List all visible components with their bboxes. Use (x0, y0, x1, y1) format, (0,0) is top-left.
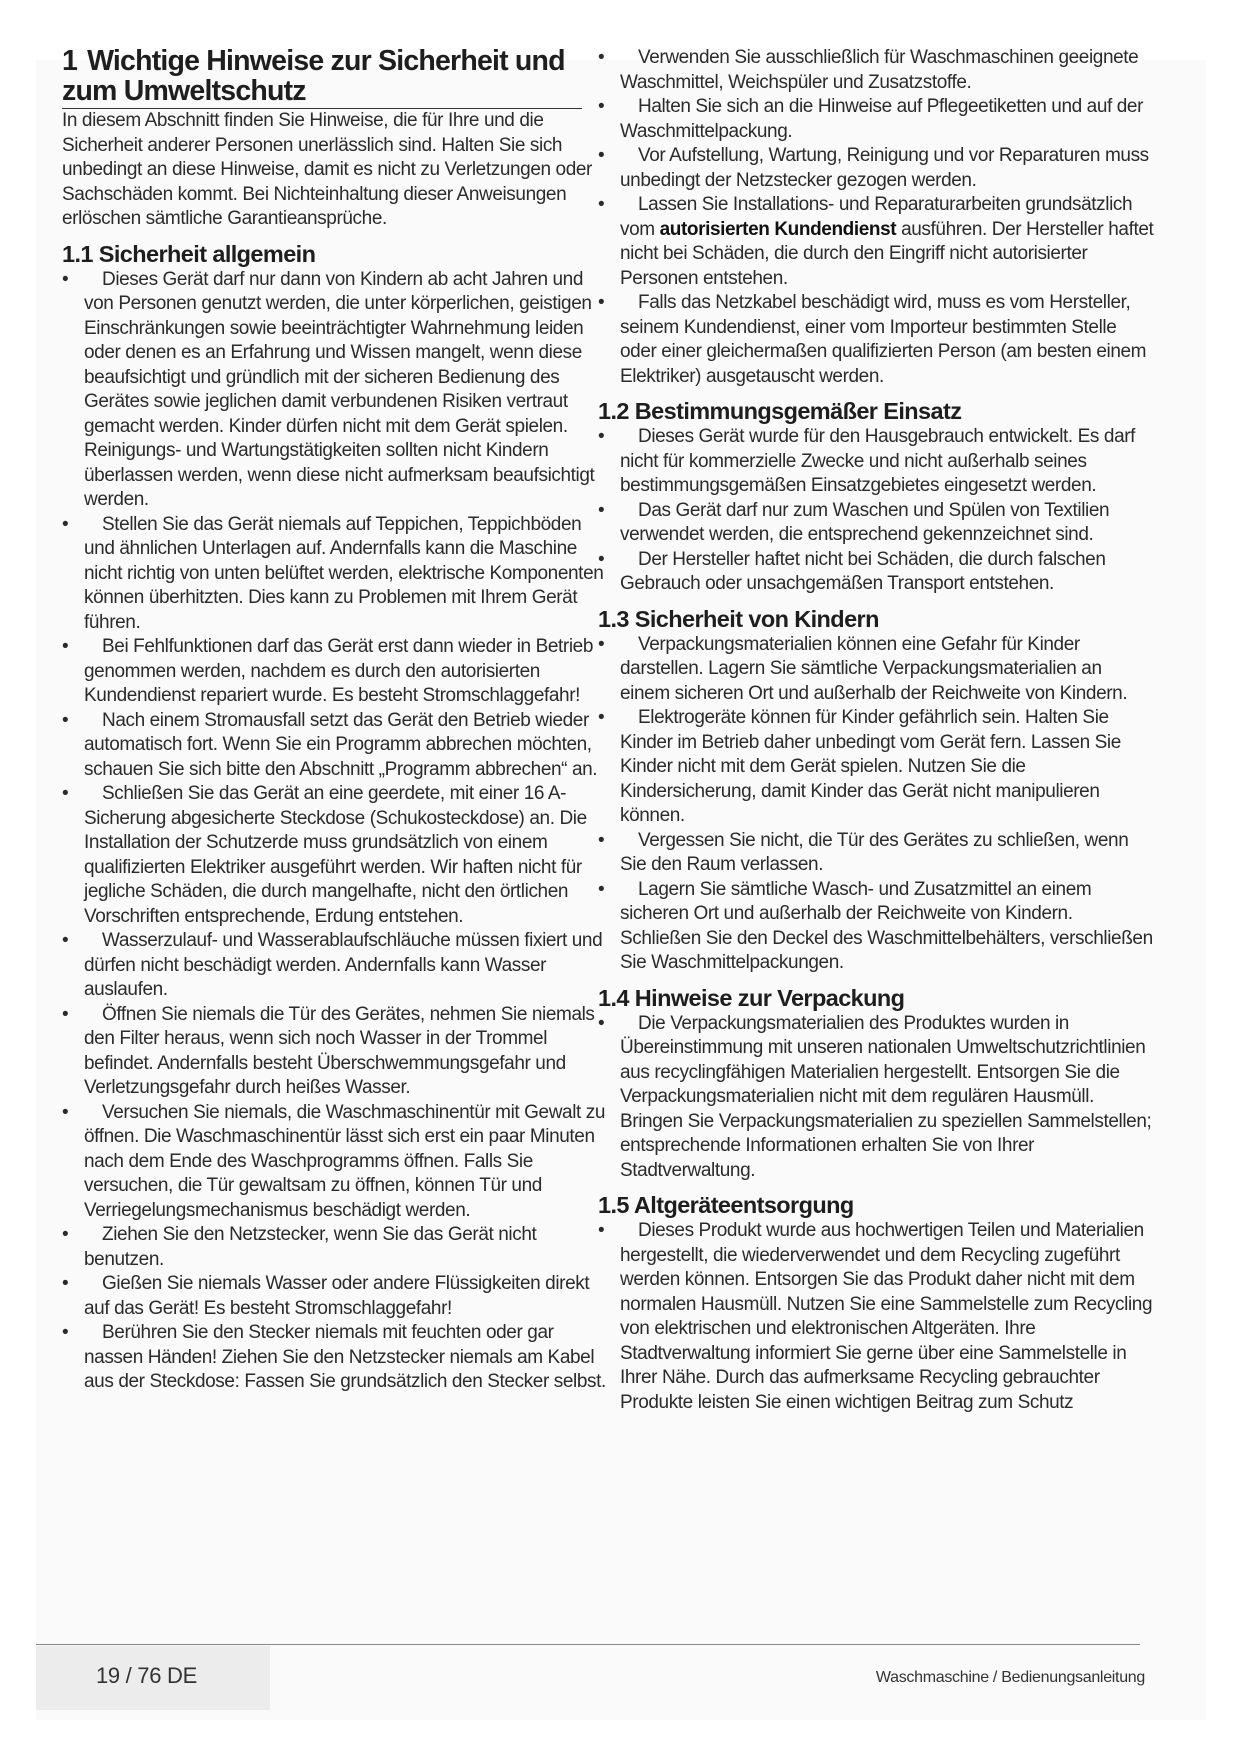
list-item: • Versuchen Sie niemals, die Waschmaschinentür mit Gewalt zu öffnen. Die Waschmaschinentür lässt sich erst ein paar Minuten nach dem Ende des Waschprogramms öffnen. Falls Sie versuchen, die Tür gewaltsam zu öffnen, können Tür und Verriegelungsmechanismus beschädigt werden. (62, 1101, 606, 1221)
subsection-title-1-3: 1.3 Sicherheit von Kindern (598, 605, 879, 632)
bullet-icon: • (62, 1273, 69, 1294)
bullet-icon: • (598, 499, 605, 521)
list-item: • Lassen Sie Installations- und Reparaturarbeiten grundsätzlich vom autorisierten Kundendienst ausführen. Der Hersteller haftet nicht bei Schäden, die durch den Eingriff nicht autorisierter Personen entstehen. (598, 194, 1154, 289)
list-item: • Öffnen Sie niemals die Tür des Gerätes, nehmen Sie niemals den Filter heraus, wenn sich noch Wasser in der Trommel befindet. Andernfalls besteht Überschwemmungsgefahr und Verletzungsgefahr durch heißes Wasser. (62, 1003, 595, 1098)
bullet-icon: • (62, 783, 69, 804)
list-1-5 (598, 1219, 1154, 1415)
list-1-4 (598, 1012, 1154, 1184)
list-1-2 (598, 425, 1154, 597)
list-item: • Falls das Netzkabel beschädigt wird, muss es vom Hersteller, seinem Kundendienst, einer vom Importeur bestimmten Stelle oder einer gleichermaßen qualifizierten Person (am besten einem Elektriker) ausgetauscht werden. (598, 292, 1147, 387)
bullet-icon: • (62, 1101, 69, 1123)
list-item: • Das Gerät darf nur zum Waschen und Spülen von Textilien verwendet werden, die entsprechend gekennzeichnet sind. (598, 499, 1110, 545)
bullet-icon: • (598, 426, 605, 447)
list-item: • Nach einem Stromausfall setzt das Gerät den Betrieb wieder automatisch fort. Wenn Sie ein Programm abbrechen möchten, schauen Sie sich bitte den Abschnitt „Programm abbrechen“ an. (62, 709, 598, 780)
bullet-icon: • (598, 1220, 605, 1241)
bullet-icon: • (62, 1003, 69, 1025)
right-column (598, 46, 1154, 1415)
bullet-icon: • (598, 96, 605, 117)
left-column (62, 46, 608, 1395)
bullet-icon: • (598, 1012, 605, 1034)
list-item: • Verwenden Sie ausschließlich für Waschmaschinen geeignete Waschmittel, Weichspüler und Zusatzstoffe. (598, 47, 1139, 93)
bullet-icon: • (598, 633, 605, 655)
document-title: Waschmaschine / Bedienungsanleitung (875, 1669, 1145, 1686)
list-item: • Der Hersteller haftet nicht bei Schäden, die durch falschen Gebrauch oder unsachgemäßen Transport entstehen. (598, 548, 1106, 594)
bullet-icon: • (598, 47, 605, 68)
list-item: • Gießen Sie niemals Wasser oder andere Flüssigkeiten direkt auf das Gerät! Es besteht Stromschlaggefahr! (62, 1273, 590, 1319)
list-item: • Berühren Sie den Stecker niemals mit feuchten oder gar nassen Händen! Ziehen Sie den Netzstecker niemals am Kabel aus der Steckdose: Fassen Sie grundsätzlich den Stecker selbst. (62, 1322, 606, 1392)
list-item: • Lagern Sie sämtliche Wasch- und Zusatzmittel an einem sicheren Ort und außerhalb der Reichweite von Kindern. Schließen Sie den Deckel des Waschmittelbehälters, verschließen Sie Waschmittelpackungen. (598, 878, 1153, 973)
bullet-icon: • (598, 548, 605, 570)
list-item: • Verpackungsmaterialien können eine Gefahr für Kinder darstellen. Lagern Sie sämtliche Verpackungsmaterialien an einem sicheren Ort und außerhalb der Reichweite von Kindern. (598, 633, 1128, 704)
bullet-icon: • (598, 878, 605, 900)
section-intro: In diesem Abschnitt finden Sie Hinweise, die für Ihre und die Sicherheit anderer Personen unerlässlich sind. Halten Sie sich unbedingt an diese Hinweise, damit es nicht zu Verletzungen oder Sachschäden kommt. Bei Nichteinhaltung dieser Anweisungen erlöschen sämtliche Garantieansprüche. (62, 110, 592, 229)
list-item: • Vergessen Sie nicht, die Tür des Gerätes zu schließen, wenn Sie den Raum verlassen. (598, 829, 1129, 875)
page-number: 19 / 76 DE (96, 1663, 197, 1688)
subsection-title-1-2: 1.2 Bestimmungsgemäßer Einsatz (598, 398, 962, 424)
bullet-icon: • (598, 829, 605, 851)
bullet-icon: • (62, 709, 69, 731)
list-item: • Halten Sie sich an die Hinweise auf Pflegeetiketten und auf der Waschmittelpackung. (598, 96, 1144, 142)
list-item: • Bei Fehlfunktionen darf das Gerät erst dann wieder in Betrieb genommen werden, nachdem es durch den autorisierten Kundendienst repariert wurde. Es besteht Stromschlaggefahr! (62, 636, 594, 706)
bullet-icon: • (598, 707, 605, 728)
list-item: • Dieses Gerät darf nur dann von Kindern ab acht Jahren und von Personen genutzt werden, die unter körperlichen, geistigen Einschränkungen sowie beeinträchtigter Wahrnehmung leiden oder denen es an Erfahrung und Wissen mangelt, wenn diese beaufsichtigt und gründlich mit der sicheren Bedienung des Gerätes sowie jeglichen damit verbundenen Risiken vertraut gemacht werden. Kinder dürfen nicht mit dem Gerät spielen. Reinigungs- und Wartungstätigkeiten sollten nicht Kindern überlassen werden, wenn diese nicht aufmerksam beaufsichtigt werden. (62, 268, 595, 510)
section-title-text: Wichtige Hinweise zur Sicherheit und zum Umweltschutz (62, 45, 565, 107)
list-1-3 (598, 633, 1154, 976)
list-item: • Dieses Produkt wurde aus hochwertigen Teilen und Materialien hergestellt, die wiederverwendet und dem Recycling zugeführt werden können. Entsorgen Sie das Produkt daher nicht mit dem normalen Hausmüll. Nutzen Sie eine Sammelstelle zum Recycling von elektrischen und elektronischen Altgeräten. Ihre Stadtverwaltung informiert Sie gerne über eine Sammelstelle in Ihrer Nähe. Durch das aufmerksame Recycling gebrauchter Produkte leisten Sie einen wichtigen Beitrag zum Schutz (598, 1220, 1153, 1413)
list-item: • Elektrogeräte können für Kinder gefährlich sein. Halten Sie Kinder im Betrieb daher unbedingt vom Gerät fern. Lassen Sie Kinder nicht mit dem Gerät spielen. Nutzen Sie die Kindersicherung, damit Kinder das Gerät nicht manipulieren können. (598, 707, 1121, 826)
bullet-icon: • (62, 930, 69, 951)
section-number: 1 (62, 45, 78, 77)
list-item: • Die Verpackungsmaterialien des Produktes wurden in Übereinstimmung mit unseren nationalen Umweltschutzrichtlinien aus recyclingfähigen Materialien hergestellt. Entsorgen Sie die Verpackungsmaterialien nicht mit dem regulären Hausmüll. Bringen Sie Verpackungsmaterialien zu speziellen Sammelstellen; entsprechende Informationen erhalten Sie von Ihrer Stadtverwaltung. (598, 1012, 1152, 1181)
bullet-icon: • (598, 292, 605, 313)
footer-divider (36, 1644, 1140, 1645)
list-item: • Ziehen Sie den Netzstecker, wenn Sie das Gerät nicht benutzen. (62, 1224, 537, 1270)
authorized-service-emphasis: autorisierten Kundendienst (659, 218, 897, 240)
bullet-icon: • (62, 636, 69, 657)
list-item: • Stellen Sie das Gerät niemals auf Teppichen, Teppichböden und ähnlichen Unterlagen auf. Andernfalls kann die Maschine nicht richtig von unten belüftet werden, elektrische Komponenten können überhitzten. Dies kann zu Problemen mit Ihrem Gerät führen. (62, 513, 604, 633)
subsection-title-1-5: 1.5 Altgeräteentsorgung (598, 1192, 854, 1218)
list-1-1 (62, 268, 608, 1395)
list-1-1-continued (598, 46, 1154, 389)
subsection-title-1-4: 1.4 Hinweise zur Verpackung (598, 984, 905, 1011)
list-item: • Dieses Gerät wurde für den Hausgebrauch entwickelt. Es darf nicht für kommerzielle Zwecke und nicht außerhalb seines bestimmungsgemäßen Einsatzgebietes eingesetzt werden. (598, 426, 1136, 496)
bullet-icon: • (62, 268, 69, 290)
bullet-icon: • (62, 1224, 69, 1245)
list-item: • Schließen Sie das Gerät an eine geerdete, mit einer 16 A-Sicherung abgesicherte Steckdose (Schukosteckdose) an. Die Installation der Schutzerde muss grundsätzlich von einem qualifizierten Elektriker ausgeführt werden. Wir haften nicht für jegliche Schäden, die durch mangelhafte, nicht den örtlichen Vorschriften entsprechende, Erdung entstehen. (62, 783, 587, 927)
section-title (62, 46, 582, 109)
bullet-icon: • (62, 1322, 69, 1343)
bullet-icon: • (598, 194, 605, 215)
list-item: • Vor Aufstellung, Wartung, Reinigung und vor Reparaturen muss unbedingt der Netzstecker gezogen werden. (598, 145, 1149, 191)
bullet-icon: • (62, 513, 69, 535)
bullet-icon: • (598, 145, 605, 166)
list-item: • Wasserzulauf- und Wasserablaufschläuche müssen fixiert und dürfen nicht beschädigt werden. Andernfalls kann Wasser auslaufen. (62, 930, 603, 1000)
subsection-title-1-1: 1.1 Sicherheit allgemein (62, 240, 316, 267)
